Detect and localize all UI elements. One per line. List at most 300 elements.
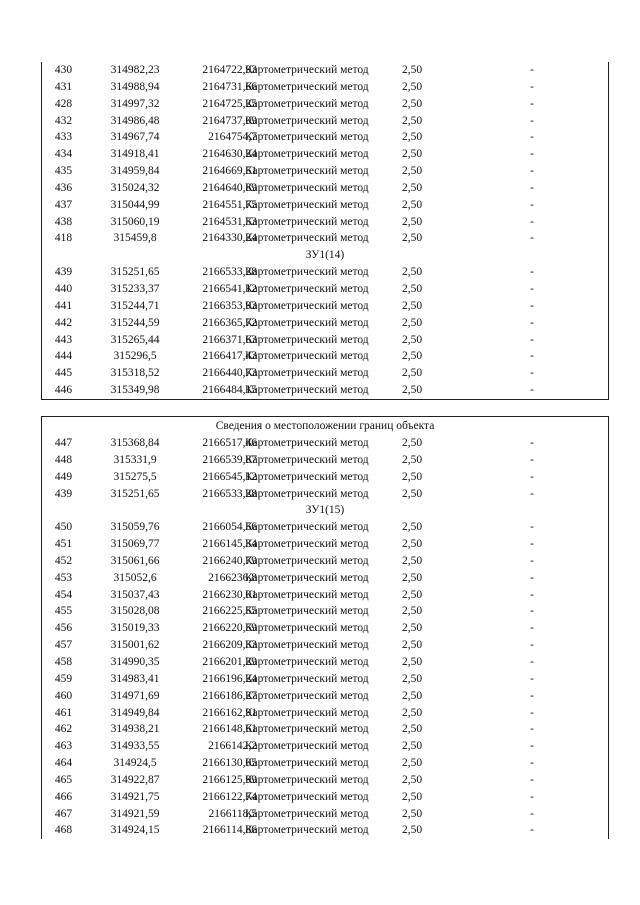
accuracy: 2,50 [402, 437, 423, 449]
point-number: 441 [54, 299, 73, 312]
method: Картометрический метод [245, 639, 369, 652]
coord-x: 315331,9 [113, 453, 157, 466]
coord-x: 315265,44 [110, 333, 160, 346]
coord-x: 315028,08 [110, 605, 160, 618]
point-number: 465 [54, 773, 73, 786]
accuracy: 2,50 [402, 655, 423, 668]
coord-x: 315349,98 [110, 384, 160, 397]
point-number: 435 [54, 165, 73, 178]
method: Картометрический метод [245, 181, 369, 194]
point-number: 418 [54, 232, 73, 245]
coord-x: 315275,5 [113, 470, 157, 483]
coord-y: 2164640,89 [202, 181, 257, 194]
accuracy: 2,50 [402, 453, 423, 466]
description: - [530, 807, 534, 820]
description: - [530, 639, 534, 652]
method: Картометрический метод [245, 316, 369, 329]
point-number: 464 [54, 757, 73, 770]
coord-x: 315037,43 [110, 588, 160, 601]
point-number: 466 [54, 790, 73, 803]
point-number: 447 [54, 437, 73, 449]
coord-y: 2166417,43 [202, 350, 257, 363]
description: - [530, 824, 534, 837]
coord-y: 2166118,5 [208, 807, 257, 820]
point-number: 459 [54, 672, 73, 685]
description: - [530, 757, 534, 770]
table-row [42, 553, 608, 570]
coord-x: 315061,66 [110, 554, 160, 567]
point-number: 440 [54, 282, 73, 295]
table-row [42, 637, 608, 654]
accuracy: 2,50 [402, 588, 423, 601]
point-number: 432 [54, 114, 73, 127]
coord-y: 2166220,59 [202, 622, 257, 635]
method: Картометрический метод [245, 740, 369, 753]
table-row [42, 806, 608, 823]
coord-y: 2166533,28 [202, 487, 257, 500]
method: Картометрический метод [245, 64, 369, 76]
accuracy: 2,50 [402, 266, 423, 279]
method: Картометрический метод [245, 807, 369, 820]
description: - [530, 316, 534, 329]
table-row [42, 264, 608, 281]
description: - [530, 554, 534, 567]
coord-x: 314983,41 [110, 672, 160, 685]
table-row [42, 365, 608, 382]
coord-x: 314982,23 [110, 64, 160, 76]
coord-x: 314921,59 [110, 807, 160, 820]
table-row [42, 62, 608, 79]
coord-y: 2166145,34 [202, 538, 257, 551]
accuracy: 2,50 [402, 198, 423, 211]
table-row [42, 214, 608, 231]
point-number: 442 [54, 316, 73, 329]
coord-y: 2164754,7 [208, 131, 257, 144]
method: Картометрический метод [245, 790, 369, 803]
table-row [42, 570, 608, 587]
method: Картометрический метод [245, 706, 369, 719]
coord-y: 2166545,12 [202, 470, 257, 483]
description: - [530, 350, 534, 363]
accuracy: 2,50 [402, 282, 423, 295]
rows-group [42, 435, 608, 502]
method: Картометрический метод [245, 605, 369, 618]
table-row [42, 620, 608, 637]
point-number: 430 [54, 64, 73, 76]
coord-x: 315001,62 [110, 639, 160, 652]
coord-x: 315251,65 [110, 266, 160, 279]
method: Картометрический метод [245, 622, 369, 635]
accuracy: 2,50 [402, 487, 423, 500]
point-number: 467 [54, 807, 73, 820]
method: Картометрический метод [245, 165, 369, 178]
point-number: 443 [54, 333, 73, 346]
accuracy: 2,50 [402, 672, 423, 685]
description: - [530, 384, 534, 397]
accuracy: 2,50 [402, 757, 423, 770]
coord-y: 2164731,66 [202, 80, 257, 93]
coord-x: 314988,94 [110, 80, 160, 93]
table-row [42, 654, 608, 671]
coordinates-table-block-1 [41, 62, 609, 400]
table-row [42, 688, 608, 705]
point-number: 449 [54, 470, 73, 483]
coord-x: 315368,84 [110, 437, 160, 449]
point-number: 452 [54, 554, 73, 567]
coord-x: 314933,55 [110, 740, 160, 753]
description: - [530, 165, 534, 178]
table-row [42, 705, 608, 722]
table-header: Сведения о местоположении границ объекта [215, 420, 435, 432]
coord-y: 2166186,27 [202, 689, 257, 702]
table-row [42, 96, 608, 113]
table-row [42, 332, 608, 349]
accuracy: 2,50 [402, 723, 423, 736]
coord-x: 314967,74 [110, 131, 160, 144]
table-row [42, 382, 608, 399]
table-row [42, 298, 608, 315]
table-row [42, 486, 608, 503]
table-row [42, 79, 608, 96]
coord-y: 2166225,55 [202, 605, 257, 618]
coord-y: 2164531,53 [202, 215, 257, 228]
accuracy: 2,50 [402, 689, 423, 702]
coord-y: 2166201,29 [202, 655, 257, 668]
coord-x: 315296,5 [113, 350, 157, 363]
table-row [42, 281, 608, 298]
method: Картометрический метод [245, 148, 369, 161]
method: Картометрический метод [245, 299, 369, 312]
description: - [530, 97, 534, 110]
coord-x: 315459,8 [113, 232, 157, 245]
table-row [42, 163, 608, 180]
table-row [42, 230, 608, 247]
coord-y: 2164669,51 [202, 165, 257, 178]
accuracy: 2,50 [402, 367, 423, 380]
accuracy: 2,50 [402, 131, 423, 144]
description: - [530, 453, 534, 466]
coord-y: 2164725,25 [202, 97, 257, 110]
point-number: 436 [54, 181, 73, 194]
coord-y: 2166365,72 [202, 316, 257, 329]
coord-x: 315019,33 [110, 622, 160, 635]
description: - [530, 266, 534, 279]
method: Картометрический метод [245, 773, 369, 786]
description: - [530, 571, 534, 584]
accuracy: 2,50 [402, 215, 423, 228]
point-number: 462 [54, 723, 73, 736]
table-row [42, 822, 608, 839]
section-label: ЗУ1(15) [305, 504, 345, 517]
description: - [530, 655, 534, 668]
coord-y: 2166209,33 [202, 639, 257, 652]
table-row [42, 587, 608, 604]
accuracy: 2,50 [402, 790, 423, 803]
description: - [530, 723, 534, 736]
accuracy: 2,50 [402, 80, 423, 93]
point-number: 428 [54, 97, 73, 110]
table-row [42, 721, 608, 738]
coord-x: 315059,76 [110, 521, 160, 534]
coord-x: 314924,5 [113, 757, 157, 770]
accuracy: 2,50 [402, 299, 423, 312]
point-number: 437 [54, 198, 73, 211]
accuracy: 2,50 [402, 114, 423, 127]
method: Картометрический метод [245, 757, 369, 770]
description: - [530, 538, 534, 551]
method: Картометрический метод [245, 723, 369, 736]
description: - [530, 521, 534, 534]
coord-y: 2166114,86 [202, 824, 257, 837]
coord-y: 2166230,01 [202, 588, 257, 601]
coord-x: 314986,48 [110, 114, 160, 127]
coord-x: 314949,84 [110, 706, 160, 719]
coord-x: 314918,41 [110, 148, 160, 161]
table-row [42, 755, 608, 772]
coord-x: 315052,6 [113, 571, 157, 584]
accuracy: 2,50 [402, 470, 423, 483]
accuracy: 2,50 [402, 165, 423, 178]
table-row [42, 180, 608, 197]
accuracy: 2,50 [402, 232, 423, 245]
description: - [530, 672, 534, 685]
method: Картометрический метод [245, 232, 369, 245]
description: - [530, 706, 534, 719]
accuracy: 2,50 [402, 571, 423, 584]
point-number: 444 [54, 350, 73, 363]
description: - [530, 148, 534, 161]
coord-y: 2166240,79 [202, 554, 257, 567]
method: Картометрический метод [245, 333, 369, 346]
description: - [530, 80, 534, 93]
point-number: 431 [54, 80, 73, 93]
coord-x: 315318,52 [110, 367, 160, 380]
accuracy: 2,50 [402, 773, 423, 786]
point-number: 450 [54, 521, 73, 534]
coord-y: 2166353,93 [202, 299, 257, 312]
method: Картометрический метод [245, 470, 369, 483]
rows-group [42, 62, 608, 247]
accuracy: 2,50 [402, 521, 423, 534]
coord-y: 2166148,61 [202, 723, 257, 736]
coord-y: 2164330,24 [202, 232, 257, 245]
coord-x: 314921,75 [110, 790, 160, 803]
method: Картометрический метод [245, 282, 369, 295]
coord-x: 315044,99 [110, 198, 160, 211]
accuracy: 2,50 [402, 706, 423, 719]
table-row [42, 603, 608, 620]
description: - [530, 773, 534, 786]
point-number: 439 [54, 487, 73, 500]
description: - [530, 588, 534, 601]
point-number: 460 [54, 689, 73, 702]
coord-y: 2166054,56 [202, 521, 257, 534]
table-row [42, 435, 608, 452]
method: Картометрический метод [245, 350, 369, 363]
accuracy: 2,50 [402, 538, 423, 551]
point-number: 468 [54, 824, 73, 837]
rows-group [42, 519, 608, 839]
accuracy: 2,50 [402, 807, 423, 820]
method: Картометрический метод [245, 80, 369, 93]
method: Картометрический метод [245, 453, 369, 466]
coord-y: 2166130,05 [202, 757, 257, 770]
accuracy: 2,50 [402, 64, 423, 76]
description: - [530, 740, 534, 753]
accuracy: 2,50 [402, 316, 423, 329]
section-label: ЗУ1(14) [305, 249, 345, 262]
coord-x: 314959,84 [110, 165, 160, 178]
method: Картометрический метод [245, 131, 369, 144]
description: - [530, 131, 534, 144]
coord-y: 2166541,12 [202, 282, 257, 295]
point-number: 463 [54, 740, 73, 753]
rows-group [42, 264, 608, 399]
coord-x: 314924,15 [110, 824, 160, 837]
coord-x: 315244,71 [110, 299, 160, 312]
table-row [42, 146, 608, 163]
coord-y: 2166162,91 [202, 706, 257, 719]
point-number: 445 [54, 367, 73, 380]
coord-y: 2166142,2 [208, 740, 257, 753]
accuracy: 2,50 [402, 350, 423, 363]
method: Картометрический метод [245, 521, 369, 534]
table-row [42, 772, 608, 789]
point-number: 456 [54, 622, 73, 635]
coord-y: 2166484,15 [202, 384, 257, 397]
table-row [42, 348, 608, 365]
method: Картометрический метод [245, 114, 369, 127]
method: Картометрический метод [245, 672, 369, 685]
table-row [42, 469, 608, 486]
point-number: 455 [54, 605, 73, 618]
accuracy: 2,50 [402, 824, 423, 837]
accuracy: 2,50 [402, 181, 423, 194]
coord-y: 2164737,09 [202, 114, 257, 127]
point-number: 451 [54, 538, 73, 551]
point-number: 438 [54, 215, 73, 228]
point-number: 439 [54, 266, 73, 279]
accuracy: 2,50 [402, 605, 423, 618]
description: - [530, 487, 534, 500]
coord-y: 2166517,46 [202, 437, 257, 449]
description: - [530, 282, 534, 295]
method: Картометрический метод [245, 655, 369, 668]
accuracy: 2,50 [402, 639, 423, 652]
coord-y: 2166125,99 [202, 773, 257, 786]
description: - [530, 605, 534, 618]
description: - [530, 790, 534, 803]
coord-y: 2166539,87 [202, 453, 257, 466]
coord-x: 314922,87 [110, 773, 160, 786]
table-row [42, 452, 608, 469]
point-number: 448 [54, 453, 73, 466]
method: Картометрический метод [245, 384, 369, 397]
table-row [42, 536, 608, 553]
accuracy: 2,50 [402, 333, 423, 346]
coord-x: 315233,37 [110, 282, 160, 295]
coord-y: 2166440,73 [202, 367, 257, 380]
coord-x: 315024,32 [110, 181, 160, 194]
description: - [530, 437, 534, 449]
method: Картометрический метод [245, 97, 369, 110]
method: Картометрический метод [245, 689, 369, 702]
coord-x: 314971,69 [110, 689, 160, 702]
method: Картометрический метод [245, 198, 369, 211]
method: Картометрический метод [245, 215, 369, 228]
coordinates-table-block-2 [41, 416, 609, 839]
description: - [530, 622, 534, 635]
coord-x: 314938,21 [110, 723, 160, 736]
description: - [530, 64, 534, 76]
coord-x: 315069,77 [110, 538, 160, 551]
description: - [530, 299, 534, 312]
coord-x: 315251,65 [110, 487, 160, 500]
description: - [530, 114, 534, 127]
coord-x: 315244,59 [110, 316, 160, 329]
coord-y: 2164722,93 [202, 64, 257, 76]
coord-y: 2166236,8 [208, 571, 257, 584]
point-number: 433 [54, 131, 73, 144]
description: - [530, 232, 534, 245]
point-number: 458 [54, 655, 73, 668]
table-row [42, 113, 608, 130]
description: - [530, 215, 534, 228]
table-row [42, 738, 608, 755]
accuracy: 2,50 [402, 554, 423, 567]
description: - [530, 198, 534, 211]
method: Картометрический метод [245, 367, 369, 380]
accuracy: 2,50 [402, 622, 423, 635]
coord-y: 2166196,24 [202, 672, 257, 685]
coord-y: 2166122,74 [202, 790, 257, 803]
point-number: 434 [54, 148, 73, 161]
coord-y: 2166371,63 [202, 333, 257, 346]
table-row [42, 671, 608, 688]
point-number: 457 [54, 639, 73, 652]
accuracy: 2,50 [402, 740, 423, 753]
point-number: 454 [54, 588, 73, 601]
table-row [42, 789, 608, 806]
table-row [42, 197, 608, 214]
table-row [42, 129, 608, 146]
description: - [530, 689, 534, 702]
table-row [42, 519, 608, 536]
method: Картометрический метод [245, 824, 369, 837]
method: Картометрический метод [245, 266, 369, 279]
coord-y: 2164630,24 [202, 148, 257, 161]
accuracy: 2,50 [402, 148, 423, 161]
description: - [530, 181, 534, 194]
method: Картометрический метод [245, 437, 369, 449]
accuracy: 2,50 [402, 97, 423, 110]
point-number: 461 [54, 706, 73, 719]
method: Картометрический метод [245, 571, 369, 584]
accuracy: 2,50 [402, 384, 423, 397]
coord-x: 314990,35 [110, 655, 160, 668]
description: - [530, 367, 534, 380]
method: Картометрический метод [245, 588, 369, 601]
point-number: 453 [54, 571, 73, 584]
description: - [530, 333, 534, 346]
coord-x: 314997,32 [110, 97, 160, 110]
coord-y: 2164551,75 [202, 198, 257, 211]
coord-y: 2166533,28 [202, 266, 257, 279]
method: Картометрический метод [245, 554, 369, 567]
coord-x: 315060,19 [110, 215, 160, 228]
method: Картометрический метод [245, 487, 369, 500]
point-number: 446 [54, 384, 73, 397]
